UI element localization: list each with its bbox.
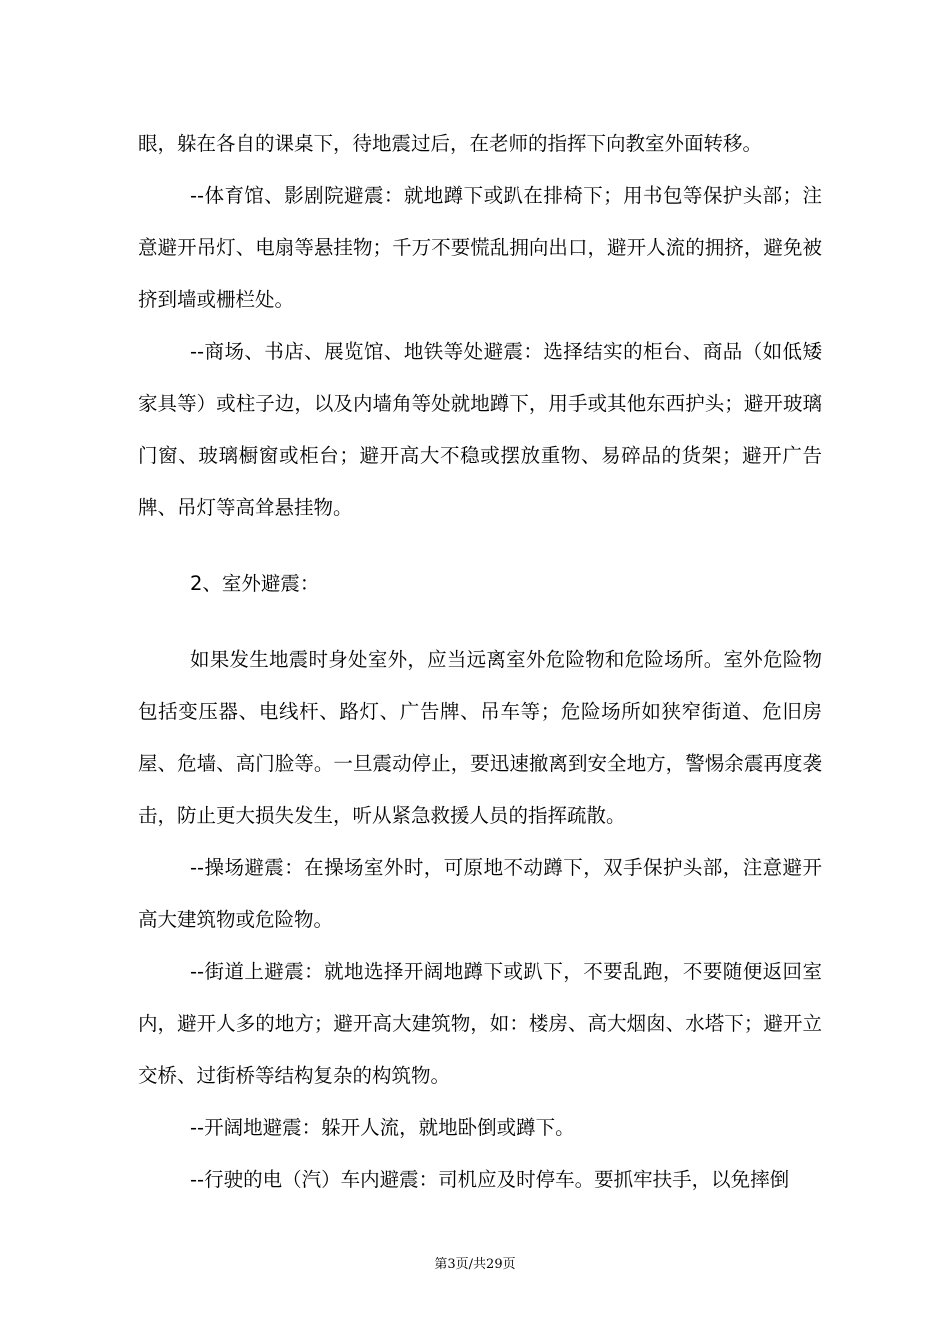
paragraph-gym-theater: --体育馆、影剧院避震：就地蹲下或趴在排椅下；用书包等保护头部；注意避开吊灯、电扇等悬挂物；千万不要慌乱拥向出口，避开人流的拥挤，避免被挤到墙或栅栏处。 bbox=[138, 184, 822, 311]
page-number: 第3页/共29页 bbox=[434, 1257, 516, 1272]
paragraph-mall-bookstore: --商场、书店、展览馆、地铁等处避震：选择结实的柜台、商品（如低矮家具等）或柱子边，以及内墙角等处就地蹲下，用手或其他东西护头；避开玻璃门窗、玻璃橱窗或柜台；避开高大不稳或摆放重物、易碎品的货架；避开广告牌、吊灯等高耸悬挂物。 bbox=[138, 340, 822, 519]
paragraph-open-ground: --开阔地避震：躲开人流，就地卧倒或蹲下。 bbox=[190, 1116, 575, 1139]
page-number-footer bbox=[0, 1256, 950, 1274]
paragraph-playground: --操场避震：在操场室外时，可原地不动蹲下，双手保护头部，注意避开高大建筑物或危险物。 bbox=[138, 856, 822, 931]
document-body bbox=[138, 118, 822, 1206]
paragraph-outdoor-intro: 如果发生地震时身处室外，应当远离室外危险物和危险场所。室外危险物包括变压器、电线杆、路灯、广告牌、吊车等；危险场所如狭窄街道、危旧房屋、危墙、高门脸等。一旦震动停止，要迅速撤离到安全地方，警惕余震再度袭击，防止更大损失发生，听从紧急救援人员的指挥疏散。 bbox=[138, 648, 822, 827]
paragraph-vehicle: --行驶的电（汽）车内避震：司机应及时停车。要抓牢扶手，以免摔倒 bbox=[190, 1168, 790, 1191]
paragraph-classroom-continuation: 眼，躲在各自的课桌下，待地震过后，在老师的指挥下向教室外面转移。 bbox=[138, 132, 763, 155]
paragraph-street: --街道上避震：就地选择开阔地蹲下或趴下，不要乱跑，不要随便返回室内，避开人多的地方；避开高大建筑物，如：楼房、高大烟囱、水塔下；避开立交桥、过街桥等结构复杂的构筑物。 bbox=[138, 960, 822, 1087]
section-heading-outdoor: 2、室外避震： bbox=[190, 572, 320, 595]
